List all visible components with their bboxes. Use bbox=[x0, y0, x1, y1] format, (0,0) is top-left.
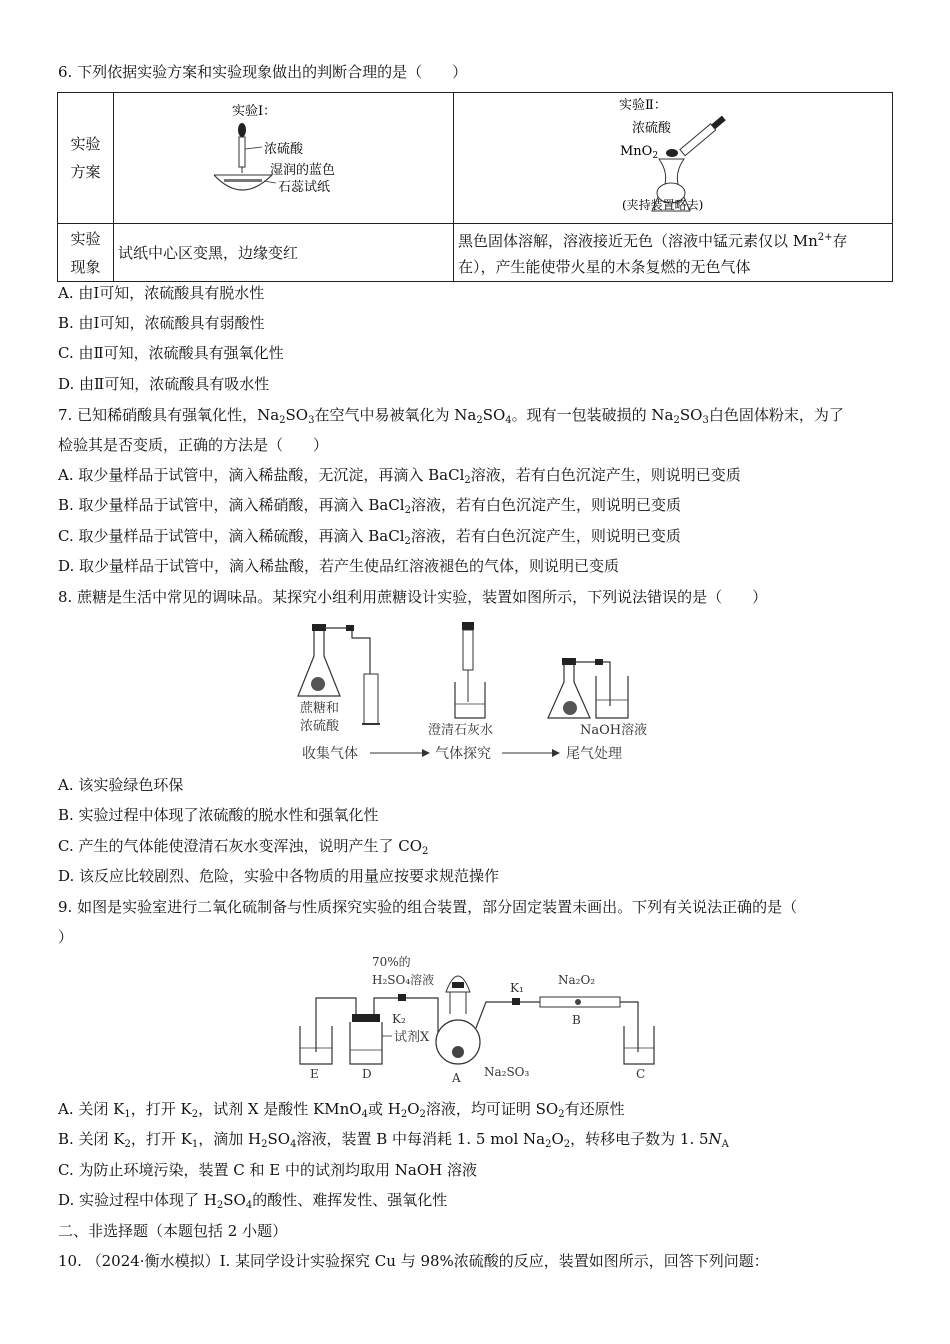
obs2-cell: 黑色固体溶解，溶液接近无色（溶液中锰元素仅以 $Mn^{2+}$存 在），产生能使带火星的木条复燃的无色气体 bbox=[454, 224, 893, 282]
q10-stem: 10. （2024·衡水模拟）Ⅰ. 某同学设计实验探究 Cu 与 98%浓硫酸的反应，装置如图所示，回答下列问题： bbox=[58, 1252, 769, 1270]
fig8-step2: 气体探究 bbox=[435, 746, 491, 762]
fig8-label3: 澄清石灰水 bbox=[428, 723, 494, 738]
fig9-label-d: D bbox=[362, 1067, 372, 1081]
q8-stem: 8. 蔗糖是生活中常见的调味品。某探究小组利用蔗糖设计实验，装置如图所示，下列说法错误的是（ ） bbox=[58, 588, 768, 606]
q9-option-b: B. 关闭 $K_2$，打开 $K_1$，滴加 $H_2SO_4$溶液，装置 B 中每消耗 1. 5 mol $Na_2O_2$，转移电子数为 1. $5N_A$ bbox=[58, 1130, 729, 1150]
fig8-step3: 尾气处理 bbox=[566, 746, 622, 762]
exp1-label-paper1: 湿润的蓝色 bbox=[270, 163, 336, 178]
clamp-1 bbox=[346, 625, 354, 631]
fig9-label-b: B bbox=[572, 1013, 581, 1027]
q8-option-a: A. 该实验绿色环保 bbox=[58, 776, 184, 794]
q8-option-c: C. 产生的气体能使澄清石灰水变浑浊，说明产生了 $CO_2$ bbox=[58, 837, 429, 857]
k2-valve bbox=[398, 994, 406, 1001]
q7-stem: 7. 已知稀硝酸具有强氧化性，$Na_2SO_3$在空气中易被氧化为 $Na_2SO_4$。现有一包装破损的 $Na_2SO_3$白色固体粉末，为了 bbox=[58, 406, 844, 426]
q6-option-c: C. 由Ⅱ可知，浓硫酸具有强氧化性 bbox=[58, 344, 284, 362]
q9-apparatus-figure bbox=[290, 952, 670, 1092]
q9-option-d: D. 实验过程中体现了 $H_2SO_4$的酸性、难挥发性、强氧化性 bbox=[58, 1191, 448, 1211]
fig8-label1: 蔗糖和 bbox=[300, 701, 340, 716]
fig8-label4: NaOH溶液 bbox=[580, 723, 648, 738]
plan-header: 实验 方案 bbox=[58, 93, 114, 224]
syringe-1 bbox=[364, 674, 378, 724]
bottle-d bbox=[350, 1022, 382, 1064]
exp2-label-acid: 浓硫酸 bbox=[632, 121, 672, 136]
obs1-cell: 试纸中心区变黑，边缘变红 bbox=[114, 224, 454, 282]
fig9-label-e: E bbox=[310, 1067, 319, 1081]
q9-stem: 9. 如图是实验室进行二氧化硫制备与性质探究实验的组合装置，部分固定装置未画出。下列有关说法正确的是（ bbox=[58, 898, 798, 916]
q8-option-d: D. 该反应比较剧烈、危险，实验中各物质的用量应按要求规范操作 bbox=[58, 867, 500, 885]
q6-stem: 6. 下列依据实验方案和实验现象做出的判断合理的是（ ） bbox=[58, 63, 468, 81]
beaker-naoh bbox=[596, 676, 628, 718]
exp1-figure-cell bbox=[114, 93, 454, 224]
watch-glass bbox=[214, 175, 272, 190]
fig9-label-k2: K₂ bbox=[392, 1012, 406, 1026]
dropper-body bbox=[680, 124, 716, 156]
sugar-mix-1 bbox=[311, 677, 325, 691]
mno2-solid bbox=[666, 149, 678, 157]
dropper-bulb bbox=[238, 123, 246, 137]
q9-stem-line2: ） bbox=[58, 928, 74, 946]
exp1-figure bbox=[114, 93, 453, 219]
q6-option-a: A. 由Ⅰ可知，浓硫酸具有脱水性 bbox=[58, 284, 265, 302]
exp2-title: 实验Ⅱ： bbox=[619, 98, 667, 113]
exp2-label-mno2: MnO$_2$ bbox=[620, 144, 659, 161]
q7-option-b: B. 取少量样品于试管中，滴入稀硝酸，再滴入 BaCl$_2$溶液，若有白色沉淀产生，则说明已变质 bbox=[58, 496, 681, 516]
q7-option-c: C. 取少量样品于试管中，滴入稀硫酸，再滴入 BaCl$_2$溶液，若有白色沉淀产生，则说明已变质 bbox=[58, 527, 681, 547]
fig9-label-k1: K₁ bbox=[510, 981, 524, 995]
section-2-heading: 二、非选择题（本题包括 2 小题） bbox=[58, 1222, 288, 1240]
q9-option-a: A. 关闭 $K_1$，打开 $K_2$，试剂 X 是酸性 KMnO$_4$或 $H_2O_2$溶液，均可证明 $SO_2$有还原性 bbox=[58, 1100, 625, 1120]
fig9-label-na2o2: Na₂O₂ bbox=[558, 973, 596, 987]
beaker-c bbox=[624, 1026, 654, 1064]
fig8-step1: 收集气体 bbox=[302, 746, 358, 762]
beaker-limewater bbox=[455, 682, 485, 718]
fig9-label-a: A bbox=[452, 1071, 461, 1085]
q7-stem-line2: 检验其是否变质，正确的方法是（ ） bbox=[58, 436, 329, 454]
exp1-label-acid: 浓硫酸 bbox=[264, 142, 304, 157]
stopper-1 bbox=[312, 624, 326, 631]
syringe-2 bbox=[463, 630, 473, 670]
exp1-label-paper2: 石蕊试纸 bbox=[278, 180, 331, 195]
exp2-note: (夹持装置略去) bbox=[622, 198, 704, 212]
q7-option-a: A. 取少量样品于试管中，滴入稀盐酸，无沉淀，再滴入 BaCl$_2$溶液，若有白色沉淀产生，则说明已变质 bbox=[58, 466, 741, 486]
exp2-figure-cell bbox=[454, 93, 893, 224]
dropper-tube bbox=[239, 137, 245, 167]
fig8-label2: 浓硫酸 bbox=[300, 719, 340, 734]
exp1-title: 实验Ⅰ： bbox=[232, 104, 277, 119]
observation-header: 实验 现象 bbox=[58, 224, 114, 282]
fig9-label-70: 70%的 bbox=[372, 955, 411, 969]
litmus-paper bbox=[224, 179, 262, 182]
exp2-figure bbox=[454, 93, 892, 219]
stopper-3 bbox=[562, 658, 576, 665]
k1-valve bbox=[512, 998, 520, 1005]
fig9-label-reagent: 试剂X bbox=[394, 1030, 430, 1045]
q8-apparatus-figure bbox=[290, 616, 670, 766]
q9-option-c: C. 为防止环境污染，装置 C 和 E 中的试剂均取用 NaOH 溶液 bbox=[58, 1161, 477, 1179]
q6-experiment-table bbox=[57, 92, 893, 282]
q7-option-d: D. 取少量样品于试管中，滴入稀盐酸，若产生使品红溶液褪色的气体，则说明已变质 bbox=[58, 557, 620, 575]
q6-option-d: D. 由Ⅱ可知，浓硫酸具有吸水性 bbox=[58, 375, 270, 393]
fig9-label-c: C bbox=[636, 1067, 646, 1081]
q6-option-b: B. 由Ⅰ可知，浓硫酸具有弱酸性 bbox=[58, 314, 265, 332]
fig9-label-h2so4: H₂SO₄溶液 bbox=[372, 973, 435, 987]
fig9-label-na2so3: Na₂SO₃ bbox=[484, 1065, 530, 1079]
q8-option-b: B. 实验过程中体现了浓硫酸的脱水性和强氧化性 bbox=[58, 806, 379, 824]
